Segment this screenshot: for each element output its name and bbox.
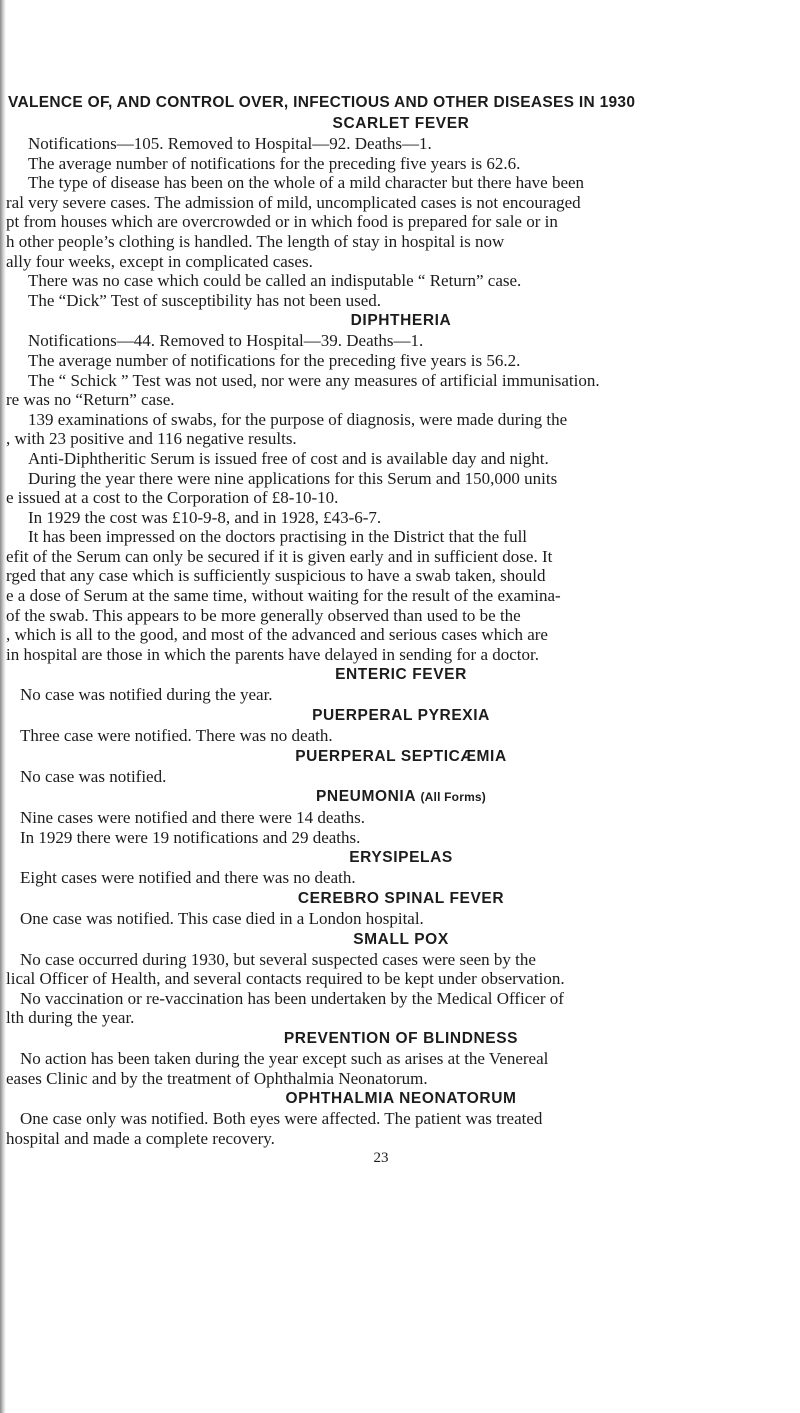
text-line: The “Dick” Test of susceptibility has not been used. [28,290,382,310]
text-line: No vaccination or re-vaccination has been undertaken by the Medical Officer of [20,988,564,1008]
text-line: Eight cases were notified and there was no death. [20,868,356,888]
text-line: The average number of notifications for the preceding five years is 56.2. [28,350,521,370]
text-line: During the year there were nine applications for this Serum and 150,000 units [28,468,558,488]
text-line: 139 examinations of swabs, for the purpose of diagnosis, were made during the [28,409,568,429]
text-line: The “ Schick ” Test was not used, nor were any measures of artificial immunisation. [28,370,600,390]
text-line: rged that any case which is sufficiently suspicious to have a swab taken, should [6,566,546,586]
text-line: e a dose of Serum at the same time, without waiting for the result of the examina- [6,586,561,606]
text-line: No action has been taken during the year except such as arises at the Venereal [20,1048,549,1068]
text-line: e issued at a cost to the Corporation of £8-10-10. [6,488,339,508]
text-line: lical Officer of Health, and several contacts required to be kept under observation. [6,969,565,989]
heading-diphtheria: DIPHTHERIA [350,312,452,330]
heading-erysipelas: ERYSIPELAS [349,849,453,867]
heading-enteric-fever: ENTERIC FEVER [335,666,467,684]
text-line: , with 23 positive and 116 negative results. [6,429,297,449]
heading-puerperal-septicaemia: PUERPERAL SEPTICÆMIA [295,747,507,765]
text-line: pt from houses which are overcrowded or in which food is prepared for sale or in [6,212,558,232]
text-line: , which is all to the good, and most of the advanced and serious cases which are [6,625,548,645]
heading-prevention-of-blindness: PREVENTION OF BLINDNESS [283,1029,519,1047]
text-line: In 1929 there were 19 notifications and 29 deaths. [20,827,361,847]
text-line: No case occurred during 1930, but several suspected cases were seen by the [20,949,536,969]
text-line: in hospital are those in which the parents have delayed in sending for a doctor. [6,644,539,664]
text-line: Nine cases were notified and there were 14 deaths. [20,808,366,828]
text-line: No case was notified during the year. [20,685,273,705]
text-line: No case was notified. [20,766,167,786]
page-number: 23 [373,1150,389,1167]
text-line: Anti-Diphtheritic Serum is issued free of cost and is available day and night. [28,448,549,468]
page-title: VALENCE OF, AND CONTROL OVER, INFECTIOUS AND OTHER DISEASES IN 1930 [8,94,636,111]
text-line: Notifications—44. Removed to Hospital—39. Deaths—1. [28,331,424,351]
heading-pneumonia-qualifier: (All Forms) [420,790,487,805]
heading-puerperal-pyrexia: PUERPERAL PYREXIA [312,707,490,725]
text-line: There was no case which could be called an indisputable “ Return” case. [28,271,522,291]
document-page [6,92,796,1168]
text-line: Notifications—105. Removed to Hospital—92. Deaths—1. [28,134,432,153]
text-line: eases Clinic and by the treatment of Ophthalmia Neonatorum. [6,1068,428,1088]
text-line: Three case were notified. There was no death. [20,726,333,746]
heading-pneumonia [6,786,796,808]
text-line: ral very severe cases. The admission of mild, uncomplicated cases is not encouraged [6,192,581,212]
text-line: One case was notified. This case died in a London hospital. [20,909,424,928]
text-line: ally four weeks, except in complicated cases. [6,251,313,271]
heading-cerebro-spinal-fever: CEREBRO SPINAL FEVER [297,890,505,907]
heading-ophthalmia-neonatorum: OPHTHALMIA NEONATORUM [285,1090,517,1108]
text-line: hospital and made a complete recovery. [6,1128,275,1148]
text-line: h other people’s clothing is handled. The length of stay in hospital is now [6,231,505,251]
heading-pneumonia-label: PNEUMONIA [315,788,416,806]
text-line: re was no “Return” case. [6,390,175,410]
text-line: The average number of notifications for the preceding five years is 62.6. [28,153,521,173]
heading-scarlet-fever: SCARLET FEVER [332,115,470,132]
text-line: In 1929 the cost was £10-9-8, and in 1928, £43-6-7. [28,507,382,527]
heading-small-pox: SMALL POX [353,930,449,948]
text-line: efit of the Serum can only be secured if it is given early and in sufficient dose. It [6,546,553,566]
text-line: One case only was notified. Both eyes were affected. The patient was treated [20,1109,543,1129]
text-line: The type of disease has been on the whole of a mild character but there have been [28,173,585,193]
text-line: lth during the year. [6,1008,135,1028]
text-line: of the swab. This appears to be more generally observed than used to be the [6,605,521,625]
text-line: It has been impressed on the doctors practising in the District that the full [28,527,528,547]
